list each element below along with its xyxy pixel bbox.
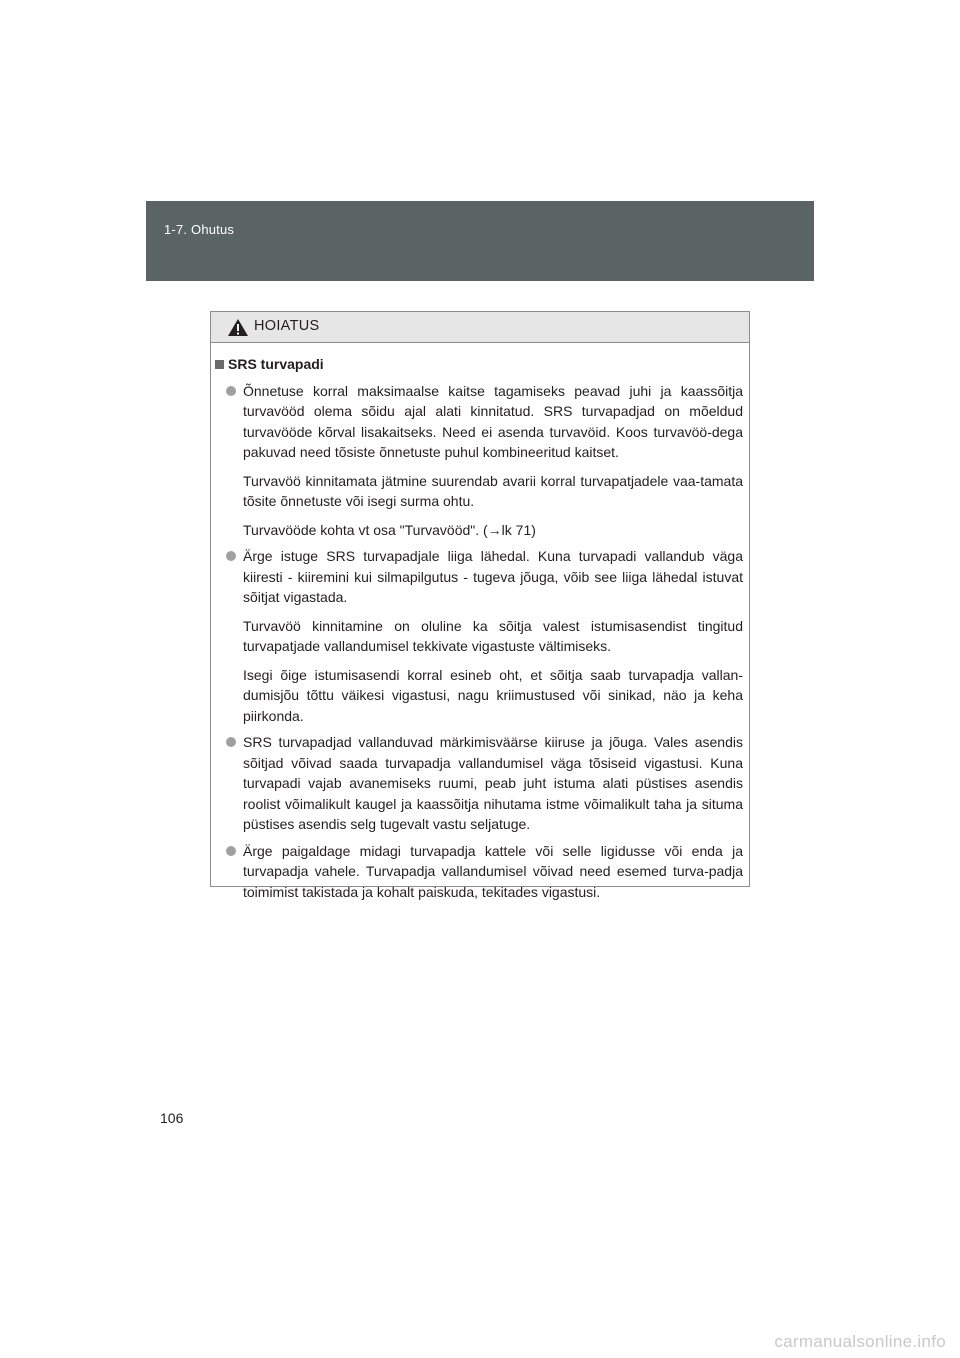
warning-item	[215, 732, 743, 835]
item-paragraph: Ärge paigaldage midagi turvapadja kattele või selle ligidusse või enda ja turvapadja vahele. Turvapadja vallandumisel võivad need esemed turva-padja toimimist takistada ja kohalt paiskuda, tekitades vigastusi.	[243, 842, 743, 900]
warning-triangle-icon	[227, 318, 249, 337]
topic-title: SRS turvapadi	[228, 356, 324, 372]
warning-item	[215, 841, 743, 903]
warning-box	[210, 311, 750, 900]
warning-body	[211, 343, 749, 902]
warning-item	[215, 546, 743, 726]
item-paragraph: Isegi õige istumisasendi korral esineb oht, et sõitja saab turvapadja vallan-dumisjõu tõttu väikesi vigastusi, nagu kriimustused või sinikad, näo ja keha piirkonda.	[243, 666, 743, 724]
page-number: 106	[160, 1110, 184, 1126]
bullet-dot-icon	[226, 551, 236, 561]
item-paragraph: SRS turvapadjad vallanduvad märkimisväärse kiiruse ja jõuga. Vales asendis sõitjad võivad saada turvapadja vallandumisel väga tõsiseid vigastusi. Kuna turvapadi vajab avanemiseks ruumi, peab juht istuma alati püstises asendis roolist võimalikult kaugel ja kaassõitja nihutama istme võimalikult taha ja situma püstises asendis selg tugevalt vastu seljatuge.	[243, 734, 743, 832]
topic-heading	[215, 354, 743, 375]
square-bullet-icon	[215, 360, 224, 369]
item-paragraph: Turvavöö kinnitamata jätmine suurendab avarii korral turvapatjadele vaa-tamata tõsite õnnetuste või isegi surma ohtu.	[243, 472, 743, 509]
warning-header	[211, 312, 749, 343]
bullet-dot-icon	[226, 386, 236, 396]
warning-title: HOIATUS	[254, 318, 320, 334]
bullet-dot-icon	[226, 737, 236, 747]
item-paragraph: Õnnetuse korral maksimaalse kaitse tagamiseks peavad juhi ja kaassõitja turvavööd olema sõidu ajal alati kinnitatud. SRS turvapadjad on mõeldud turvavööde kõrval lisakaitseks. Need ei asenda turvavöid. Koos turvavöö-dega pakuvad need tõsiste õnnetuste puhul kombineeritud kaitset.	[243, 382, 743, 460]
warning-item	[215, 381, 743, 541]
item-paragraph: Turvavööde kohta vt osa "Turvavööd". (→lk 71)	[243, 521, 536, 538]
section-title: 1-7. Ohutus	[164, 222, 235, 237]
section-header-band	[146, 201, 814, 281]
item-paragraph: Turvavöö kinnitamine on oluline ka sõitja valest istumisasendist tingitud turvapatjade vallandumisel tekkivate vigastuste vältimiseks.	[243, 617, 743, 654]
item-paragraph: Ärge istuge SRS turvapadjale liiga lähedal. Kuna turvapadi vallandub väga kiiresti - kiiremini kui silmapilgutus - tugeva jõuga, võib see liiga lähedal istuvat sõitjat vigastada.	[243, 548, 743, 605]
watermark-text: carmanualsonline.info	[774, 1332, 946, 1351]
bullet-dot-icon	[226, 846, 236, 856]
